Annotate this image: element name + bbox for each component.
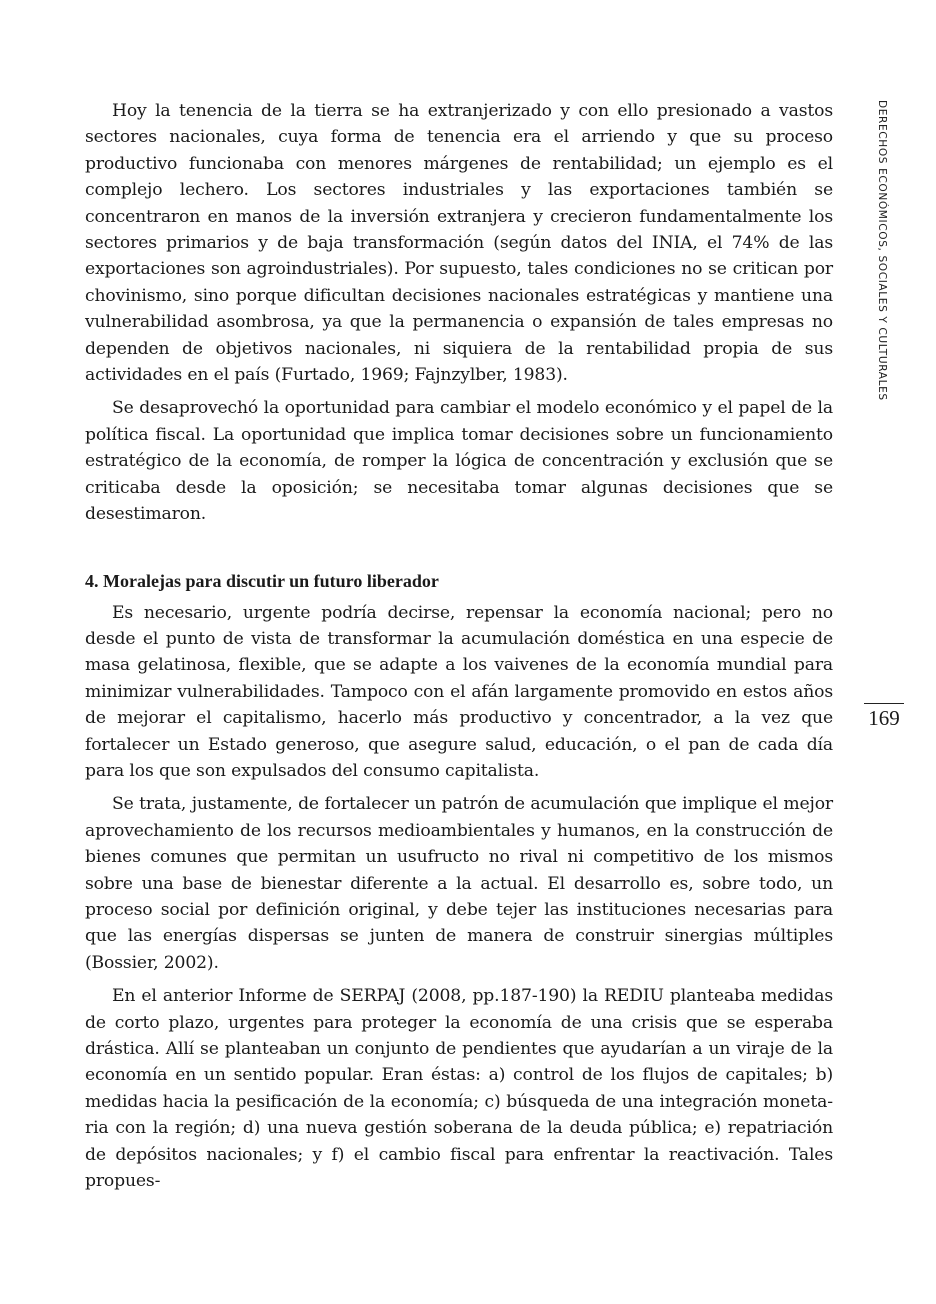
page-number-rule	[864, 703, 904, 704]
paragraph: Hoy la tenencia de la tierra se ha extranjerizado y con ello presionado a vastos sectores nacionales, cuya forma de tenencia era el arriendo y que su proceso productivo funcionaba con menores márgenes de rentabilidad; un ejemplo es el complejo lechero. Los sectores industriales y las exportaciones también se concentraron en manos de la inversión extranjera y crecieron fundamentalmente los sectores primarios y de baja transformación (según datos del INIA, el 74% de las exportaciones son agroindustriales). Por supuesto, tales condiciones no se critican por chovinismo, sino porque dificultan decisiones nacionales estratégicas y mantiene una vulnerabilidad asombrosa, ya que la permanencia o expansión de tales empresas no dependen de objetivos nacionales, ni siquiera de la rentabilidad propia de sus actividades en el país (Furtado, 1969; Fajnzylber, 1983).	[85, 101, 833, 386]
body-text	[85, 98, 833, 1194]
paragraph: Se trata, justamente, de fortalecer un patrón de acumulación que implique el mejor aprovechamiento de los recursos medioambientales y humanos, en la construcción de bienes comunes que permitan un usufructo no rival ni competitivo de los mismos sobre una base de bienestar diferente a la actual. El desarrollo es, sobre todo, un proceso social por definición original, y debe tejer las instituciones necesarias para que las energías dispersas se junten de manera de construir sinergias múltiples (Bossier, 2002).	[85, 794, 833, 973]
paragraph: En el anterior Informe de SERPAJ (2008, pp.187-190) la REDIU planteaba medidas de corto plazo, urgentes para proteger la economía de una crisis que se esperaba drástica. Allí se planteaban un conjunto de pendientes que ayudarían a un viraje de la economía en un sentido popular. Eran éstas: a) control de los flujos de capitales; b) medidas hacia la pesificación de la economía; c) búsqueda de una integración monetaria con la región; d) una nueva gestión soberana de la deuda pública; e) repatriación de depósitos nacionales; y f) el cambio fiscal para enfrentar la reactivación. Tales propues-	[85, 986, 833, 1192]
running-header: DERECHOS ECONÓMICOS, SOCIALES Y CULTURALES	[876, 100, 888, 401]
section-heading: 4. Moralejas para discutir un futuro liberador	[85, 570, 439, 591]
paragraph: Se desaprovechó la oportunidad para cambiar el modelo económico y el papel de la política fiscal. La oportunidad que implica tomar decisiones sobre un funcionamiento estratégico de la economía, de romper la lógica de concentración y exclusión que se criticaba desde la oposición; se necesitaba tomar algunas decisiones que se desestimaron.	[85, 398, 833, 525]
page-number: 169	[868, 706, 900, 730]
paragraph: Es necesario, urgente podría decirse, repensar la economía nacional; pero no desde el punto de vista de transformar la acumulación doméstica en una especie de masa gelatinosa, flexible, que se adapte a los vaivenes de la economía mundial para minimizar vulnerabilidades. Tampoco con el afán largamente promovido en estos años de mejorar el capitalismo, hacerlo más productivo y concentrador, a la vez que fortalecer un Estado generoso, que asegure salud, educación, o el pan de cada día para los que son expulsados del consumo capitalista.	[85, 602, 833, 781]
